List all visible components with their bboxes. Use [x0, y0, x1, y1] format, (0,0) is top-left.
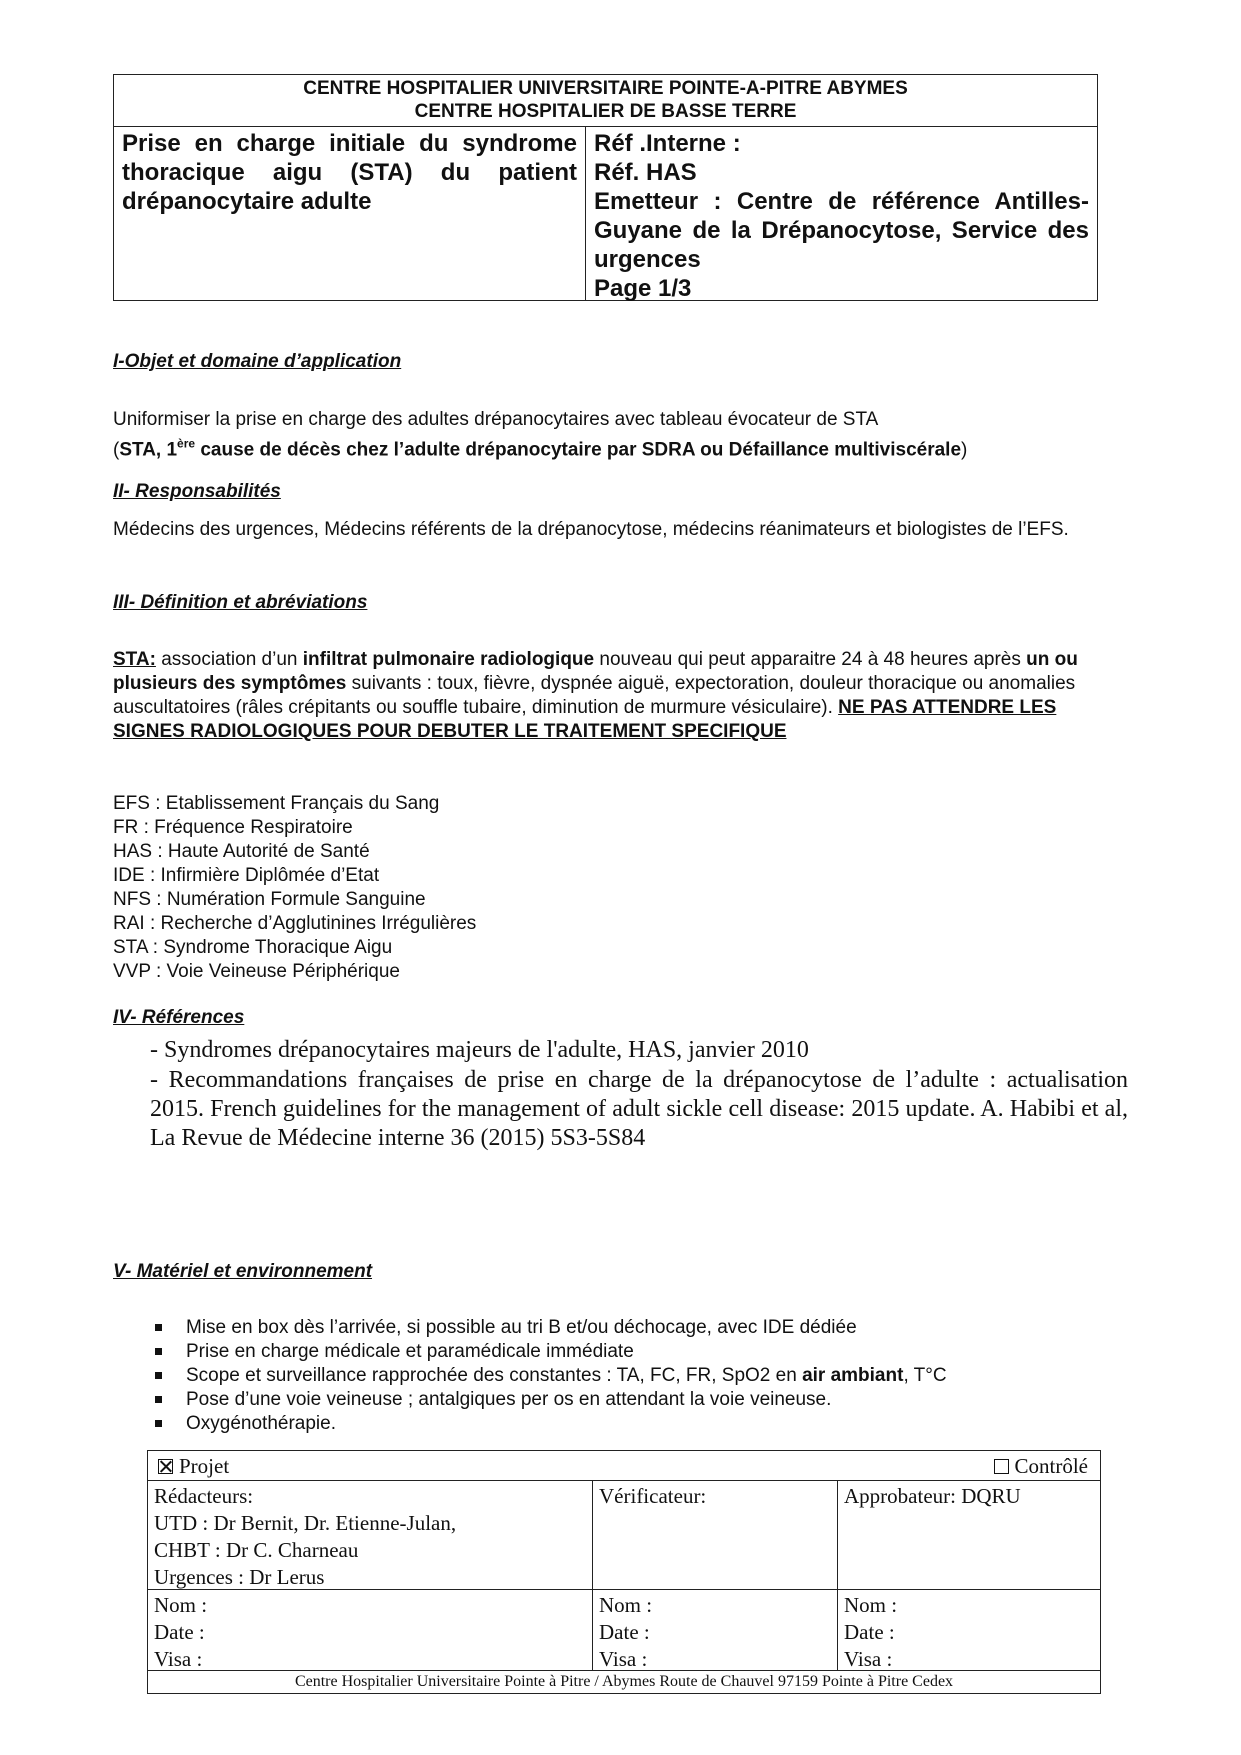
approbateur-label: Approbateur: DQRU: [844, 1484, 1021, 1508]
abbreviation-item: IDE : Infirmière Diplômée d’Etat: [113, 865, 380, 886]
sta-definition: STA: association d’un infiltrat pulmonaire radiologique nouveau qui peut apparaitre 24 à 48 heures après un ou plusieurs des symptômes suivants : toux, fièvre, dyspnée aiguë, expectoration, douleur thoracique ou anomalies auscultatoires (râles crépitants ou souffle tubaire, diminution de murmure vésiculaire). NE PAS ATTENDRE LES SIGNES RADIOLOGIQUES POUR DEBUTER LE TRAITEMENT SPECIFIQUE: [113, 649, 1078, 742]
abbreviation-item: RAI : Recherche d’Agglutinines Irrégulières: [113, 913, 477, 934]
section-1-body: [113, 408, 1098, 462]
redacteur-chbt: CHBT : Dr C. Charneau: [154, 1538, 359, 1562]
redacteur-urgences: Urgences : Dr Lerus: [154, 1565, 325, 1589]
status-projet[interactable]: Projet: [158, 1453, 229, 1480]
abbreviation-item: EFS : Etablissement Français du Sang: [113, 793, 440, 814]
redacteurs-label: Rédacteurs:: [154, 1484, 254, 1508]
reference-2: - Recommandations françaises de prise en charge de la drépanocytose de l’adulte : actualisation 2015. French guidelines for the management of adult sickle cell disease: 2015 update. A. Habibi et al, La Revue de Médecine interne 36 (2015) 5S3-5S84: [150, 1067, 1128, 1151]
signature-cell-approbateur: [838, 1590, 1100, 1670]
nom-label: Nom :: [154, 1593, 208, 1617]
abbreviation-item: NFS : Numération Formule Sanguine: [113, 889, 426, 910]
approbateur-cell: [838, 1481, 1100, 1589]
nom-label: Nom :: [844, 1593, 898, 1617]
section-1-line-2: (STA, 1ère cause de décès chez l’adulte drépanocytaire par SDRA ou Défaillance multiviscérale): [113, 437, 968, 461]
verificateur-label: Vérificateur:: [599, 1484, 707, 1508]
nom-label: Nom :: [599, 1593, 653, 1617]
organization-line-2: CENTRE HOSPITALIER DE BASSE TERRE: [414, 101, 797, 122]
hospital-address-footer: Centre Hospitalier Universitaire Pointe à Pitre / Abymes Route de Chauvel 97159 Pointe à Pitre Cedex: [294, 1673, 954, 1690]
section-3-heading: III- Définition et abréviations: [113, 592, 368, 613]
document-references: [586, 127, 1097, 300]
status-controle[interactable]: Contrôlé: [994, 1453, 1089, 1480]
abbreviations-list: [113, 792, 476, 984]
section-1-heading: I-Objet et domaine d’application: [113, 351, 402, 372]
verificateur-cell: [593, 1481, 838, 1589]
redacteurs-cell: [148, 1481, 593, 1589]
signature-cell-redacteurs: [148, 1590, 593, 1670]
section-2-text: Médecins des urgences, Médecins référents de la drépanocytose, médecins réanimateurs et biologistes de l’EFS.: [113, 519, 1069, 540]
visa-label: Visa :: [154, 1647, 203, 1671]
ref-interne: Réf .Interne :: [594, 130, 741, 157]
signature-cell-verificateur: [593, 1590, 838, 1670]
emetteur: Emetteur : Centre de référence Antilles-Guyane de la Drépanocytose, Service des urgences: [594, 188, 1089, 273]
abbreviation-item: STA : Syndrome Thoracique Aigu: [113, 937, 393, 958]
date-label: Date :: [154, 1620, 205, 1644]
equipment-item: Pose d’une voie veineuse ; antalgiques per os en attendant la voie veineuse.: [113, 1388, 1113, 1412]
date-label: Date :: [599, 1620, 650, 1644]
section-4-heading: IV- Références: [113, 1007, 245, 1028]
abbreviation-item: VVP : Voie Veineuse Périphérique: [113, 961, 400, 982]
abbreviation-item: HAS : Haute Autorité de Santé: [113, 841, 370, 862]
ref-has: Réf. HAS: [594, 159, 697, 186]
page-number: Page 1/3: [594, 275, 692, 302]
date-label: Date :: [844, 1620, 895, 1644]
organization-header: [114, 75, 1097, 127]
equipment-item: Prise en charge médicale et paramédicale immédiate: [113, 1340, 1113, 1364]
equipment-list: [113, 1316, 1113, 1436]
document-header-table: [113, 74, 1098, 301]
reference-1: - Syndromes drépanocytaires majeurs de l'adulte, HAS, janvier 2010: [150, 1037, 809, 1063]
redacteur-utd: UTD : Dr Bernit, Dr. Etienne-Julan,: [154, 1511, 457, 1535]
equipment-item: Mise en box dès l’arrivée, si possible au tri B et/ou déchocage, avec IDE dédiée: [113, 1316, 1113, 1340]
visa-label: Visa :: [844, 1647, 893, 1671]
section-1-line-1: Uniformiser la prise en charge des adultes drépanocytaires avec tableau évocateur de STA: [113, 409, 879, 430]
checkbox-checked-icon: [158, 1459, 173, 1474]
equipment-item: Scope et surveillance rapprochée des constantes : TA, FC, FR, SpO2 en air ambiant, T°C: [113, 1364, 1113, 1388]
document-title: Prise en charge initiale du syndrome thoracique aigu (STA) du patient drépanocytaire adulte: [114, 127, 586, 300]
validation-table: [147, 1450, 1101, 1694]
checkbox-empty-icon: [994, 1459, 1009, 1474]
section-2-heading: II- Responsabilités: [113, 481, 281, 502]
abbreviation-item: FR : Fréquence Respiratoire: [113, 817, 353, 838]
visa-label: Visa :: [599, 1647, 648, 1671]
equipment-item: Oxygénothérapie.: [113, 1412, 1113, 1436]
organization-line-1: CENTRE HOSPITALIER UNIVERSITAIRE POINTE-A-PITRE ABYMES: [303, 78, 908, 99]
section-5-heading: V- Matériel et environnement: [113, 1261, 373, 1282]
